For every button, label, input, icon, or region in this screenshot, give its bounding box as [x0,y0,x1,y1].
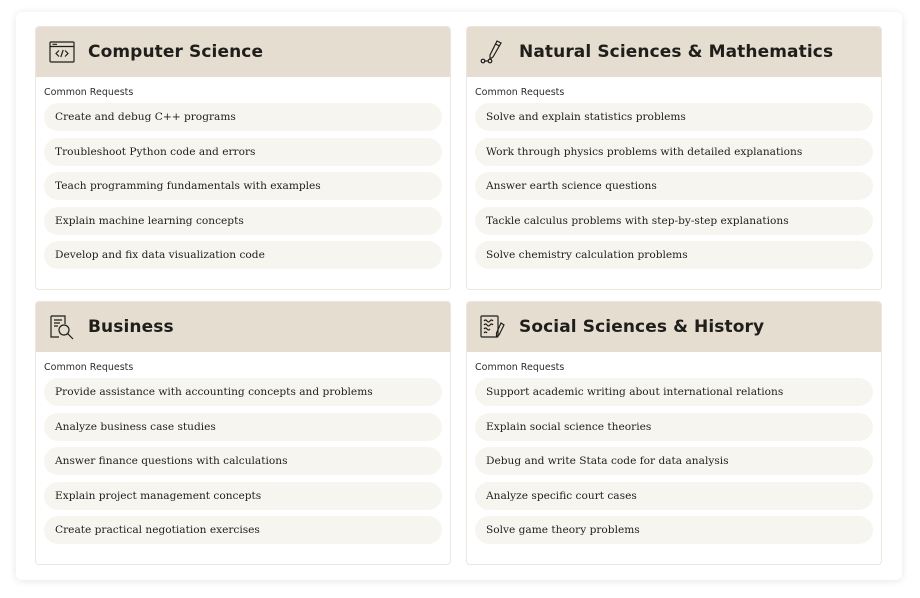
request-item[interactable]: Develop and fix data visualization code [44,241,442,269]
request-item[interactable]: Analyze specific court cases [475,482,873,510]
common-requests-label: Common Requests [475,87,565,98]
card-header [36,302,450,352]
content-frame [16,12,902,580]
card-computer-science [35,26,451,290]
request-item[interactable]: Troubleshoot Python code and errors [44,138,442,166]
request-item[interactable]: Provide assistance with accounting concepts and problems [44,378,442,406]
request-item[interactable]: Explain social science theories [475,413,873,441]
common-requests-label: Common Requests [44,362,134,373]
request-item[interactable]: Explain project management concepts [44,482,442,510]
common-requests-label: Common Requests [44,87,134,98]
card-header [467,27,881,77]
request-item[interactable]: Tackle calculus problems with step-by-step explanations [475,207,873,235]
card-social-sciences-history [466,301,882,565]
card-title: Business [88,317,174,337]
request-item[interactable]: Create and debug C++ programs [44,103,442,131]
common-requests-label: Common Requests [475,362,565,373]
request-list [44,378,442,544]
card-header [36,27,450,77]
pen-nodes-icon [479,38,507,66]
document-search-icon [48,313,76,341]
request-list [44,103,442,269]
card-natural-sciences-mathematics [466,26,882,290]
request-list [475,378,873,544]
card-business [35,301,451,565]
request-item[interactable]: Solve and explain statistics problems [475,103,873,131]
card-title: Natural Sciences & Mathematics [519,42,834,62]
request-item[interactable]: Solve chemistry calculation problems [475,241,873,269]
request-item[interactable]: Create practical negotiation exercises [44,516,442,544]
card-title: Computer Science [88,42,264,62]
request-item[interactable]: Debug and write Stata code for data analysis [475,447,873,475]
request-item[interactable]: Solve game theory problems [475,516,873,544]
card-header [467,302,881,352]
request-item[interactable]: Answer earth science questions [475,172,873,200]
request-list [475,103,873,269]
request-item[interactable]: Analyze business case studies [44,413,442,441]
request-item[interactable]: Teach programming fundamentals with examples [44,172,442,200]
code-window-icon [48,38,76,66]
request-item[interactable]: Work through physics problems with detailed explanations [475,138,873,166]
notes-writing-icon [479,313,507,341]
request-item[interactable]: Support academic writing about international relations [475,378,873,406]
card-title: Social Sciences & History [519,317,765,337]
request-item[interactable]: Explain machine learning concepts [44,207,442,235]
request-item[interactable]: Answer finance questions with calculations [44,447,442,475]
